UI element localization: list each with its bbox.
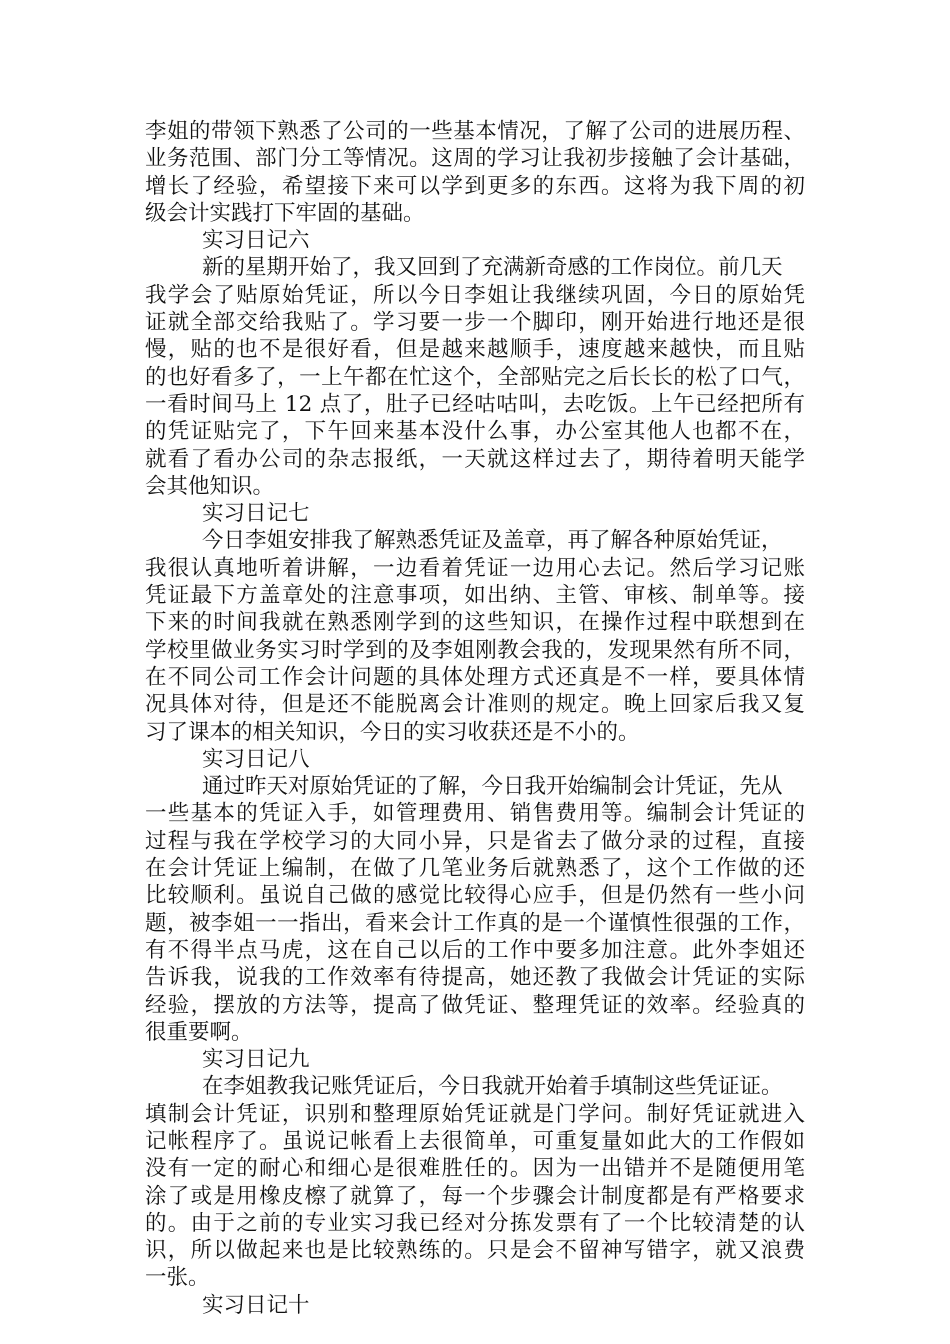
paragraph-line: 通过昨天对原始凭证的了解，今日我开始编制会计凭证，先从 xyxy=(202,774,783,800)
paragraph-line: 比较顺利。虽说自己做的感觉比较得心应手，但是仍然有一些小问 xyxy=(145,883,805,909)
paragraph-line: 记帐程序了。虽说记帐看上去很简单，可重复量如此大的工作假如 xyxy=(145,1128,805,1154)
paragraph-line: 今日李姐安排我了解熟悉凭证及盖章，再了解各种原始凭证， xyxy=(202,528,783,554)
paragraph-line: 在不同公司工作会计问题的具体处理方式还真是不一样，要具体情 xyxy=(145,664,805,690)
paragraph-line: 李姐的带领下熟悉了公司的一些基本情况，了解了公司的进展历程、 xyxy=(145,119,805,144)
paragraph-line: 学校里做业务实习时学到的及李姐刚教会我的，发现果然有所不同， xyxy=(145,637,805,663)
diary-heading: 实习日记六 xyxy=(202,228,310,254)
paragraph-line: 告诉我，说我的工作效率有待提高，她还教了我做会计凭证的实际 xyxy=(145,965,805,991)
paragraph-line: 过程与我在学校学习的大同小异，只是省去了做分录的过程，直接 xyxy=(145,828,805,854)
paragraph-line: 一些基本的凭证入手，如管理费用、销售费用等。编制会计凭证的 xyxy=(145,801,805,827)
paragraph-line: 填制会计凭证，识别和整理原始凭证就是门学问。制好凭证就进入 xyxy=(145,1101,805,1127)
paragraph-line: 凭证最下方盖章处的注意事项，如出纳、主管、审核、制单等。接 xyxy=(145,583,805,609)
paragraph-line: 下来的时间我就在熟悉刚学到的这些知识，在操作过程中联想到在 xyxy=(145,610,805,636)
paragraph-line: 一张。 xyxy=(145,1265,210,1291)
paragraph-line: 题，被李姐一一指出，看来会计工作真的是一个谨慎性很强的工作， xyxy=(145,910,805,936)
paragraph-line: 我很认真地听着讲解，一边看着凭证一边用心去记。然后学习记账 xyxy=(145,555,805,581)
paragraph-line: 涂了或是用橡皮檫了就算了，每一个步骤会计制度都是有严格要求 xyxy=(145,1183,805,1209)
paragraph-line: 一看时间马上 12 点了，肚子已经咕咕叫，去吃饭。上午已经把所有 xyxy=(145,391,805,417)
diary-heading: 实习日记九 xyxy=(202,1047,310,1073)
paragraph-line: 我学会了贴原始凭证，所以今日李姐让我继续巩固，今日的原始凭 xyxy=(145,282,805,308)
paragraph-line: 增长了经验，希望接下来可以学到更多的东西。这将为我下周的初 xyxy=(145,173,805,199)
paragraph-line: 的凭证贴完了，下午回来基本没什么事，办公室其他人也都不在， xyxy=(145,419,805,445)
diary-heading: 实习日记十 xyxy=(202,1292,310,1318)
paragraph-line: 识，所以做起来也是比较熟练的。只是会不留神写错字，就又浪费 xyxy=(145,1238,805,1264)
paragraph-line: 证就全部交给我贴了。学习要一步一个脚印，刚开始进行地还是很 xyxy=(145,310,805,336)
paragraph-line: 在会计凭证上编制，在做了几笔业务后就熟悉了，这个工作做的还 xyxy=(145,856,805,882)
paragraph-line: 会其他知识。 xyxy=(145,473,275,499)
paragraph-line: 况具体对待，但是还不能脱离会计准则的规定。晚上回家后我又复 xyxy=(145,692,805,718)
paragraph-line: 业务范围、部门分工等情况。这周的学习让我初步接触了会计基础， xyxy=(145,146,805,172)
paragraph-line: 经验，摆放的方法等，提高了做凭证、整理凭证的效率。经验真的 xyxy=(145,992,805,1018)
paragraph-line: 没有一定的耐心和细心是很难胜任的。因为一出错并不是随便用笔 xyxy=(145,1156,805,1182)
diary-heading: 实习日记七 xyxy=(202,501,310,527)
paragraph-line: 有不得半点马虎，这在自己以后的工作中要多加注意。此外李姐还 xyxy=(145,937,805,963)
paragraph-line: 在李姐教我记账凭证后，今日我就开始着手填制这些凭证证。 xyxy=(202,1074,783,1100)
paragraph-line: 新的星期开始了，我又回到了充满新奇感的工作岗位。前几天 xyxy=(202,255,783,281)
diary-heading: 实习日记八 xyxy=(202,746,310,772)
paragraph-line: 的。由于之前的专业实习我已经对分拣发票有了一个比较清楚的认 xyxy=(145,1210,805,1236)
paragraph-line: 的也好看多了，一上午都在忙这个，全部贴完之后长长的松了口气， xyxy=(145,364,805,390)
document-body xyxy=(145,118,805,1319)
paragraph-line: 习了课本的相关知识，今日的实习收获还是不小的。 xyxy=(145,719,640,745)
paragraph-line: 慢，贴的也不是很好看，但是越来越顺手，速度越来越快，而且贴 xyxy=(145,337,805,363)
paragraph-line: 很重要啊。 xyxy=(145,1019,253,1045)
paragraph-line: 级会计实践打下牢固的基础。 xyxy=(145,200,425,226)
paragraph-line: 就看了看办公司的杂志报纸，一天就这样过去了，期待着明天能学 xyxy=(145,446,805,472)
